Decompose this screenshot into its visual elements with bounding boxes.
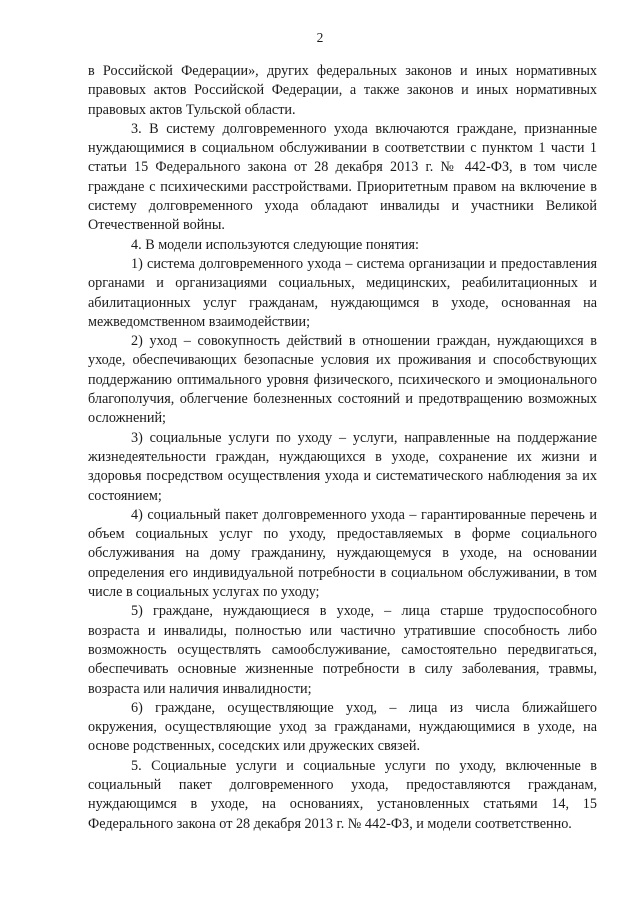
document-body: [88, 62, 597, 834]
list-item-4: 4) социальный пакет долговременного ухода – гарантированные перечень и объем социальных услуг по уходу, предоставляемых в форме социального обслуживания на дому гражданину, нуждающемуся в уходе, на основании определения его индивидуальной потребности в социальном обслуживании, в том числе в социальных услугах по уходу;: [88, 506, 597, 601]
list-item-1: 1) система долговременного ухода – система организации и предоставления органами и организациями социальных, медицинских, реабилитационных и абилитационных услуг гражданам, нуждающимся в уходе, основанная на межведомственном взаимодействии;: [88, 255, 597, 330]
paragraph-section-5: 5. Социальные услуги и социальные услуги по уходу, включенные в социальный пакет долговременного ухода, предоставляются гражданам, нуждающимся в уходе, на основаниях, установленных статьями 14, 15 Федерального закона от 28 декабря 2013 г. № 442-ФЗ, и модели соответственно.: [88, 757, 597, 832]
paragraph-continuation: в Российской Федерации», других федеральных законов и иных нормативных правовых актов Российской Федерации, а также законов и иных нормативных правовых актов Тульской области.: [88, 63, 597, 118]
page-number: 2: [316, 30, 324, 45]
list-item-2: 2) уход – совокупность действий в отношении граждан, нуждающихся в уходе, обеспечивающих безопасные условия их проживания и способствующих поддержанию оптимального уровня физического, психического и эмоционального благополучия, облегчение болезненных состояний и предотвращению возможных осложнений;: [88, 333, 597, 427]
list-item-3: 3) социальные услуги по уходу – услуги, направленные на поддержание жизнедеятельности граждан, нуждающихся в уходе, сохранение их жизни и здоровья посредством осуществления ухода и систематического наблюдения за их состоянием;: [88, 429, 597, 504]
paragraph-section-4: 4. В модели используются следующие понятия:: [131, 236, 419, 253]
paragraph-section-3: 3. В систему долговременного ухода включаются граждане, признанные нуждающимися в социальном обслуживании в соответствии с пунктом 1 части 1 статьи 15 Федерального закона от 28 декабря 2013 г. № 442-ФЗ, в том числе граждане с психическими расстройствами. Приоритетным правом на включение в систему долговременного ухода обладают инвалиды и участники Великой Отечественной войны.: [88, 120, 597, 234]
list-item-6: 6) граждане, осуществляющие уход, – лица из числа ближайшего окружения, осуществляющие уход за гражданами, нуждающимися в уходе, на основе родственных, соседских или дружеских связей.: [88, 699, 597, 755]
list-item-5: 5) граждане, нуждающиеся в уходе, – лица старше трудоспособного возраста и инвалиды, полностью или частично утратившие способность либо возможность осуществлять самообслуживание, самостоятельно передвигаться, обеспечивать основные жизненные потребности в силу заболевания, травмы, возраста или наличия инвалидности;: [88, 603, 597, 697]
